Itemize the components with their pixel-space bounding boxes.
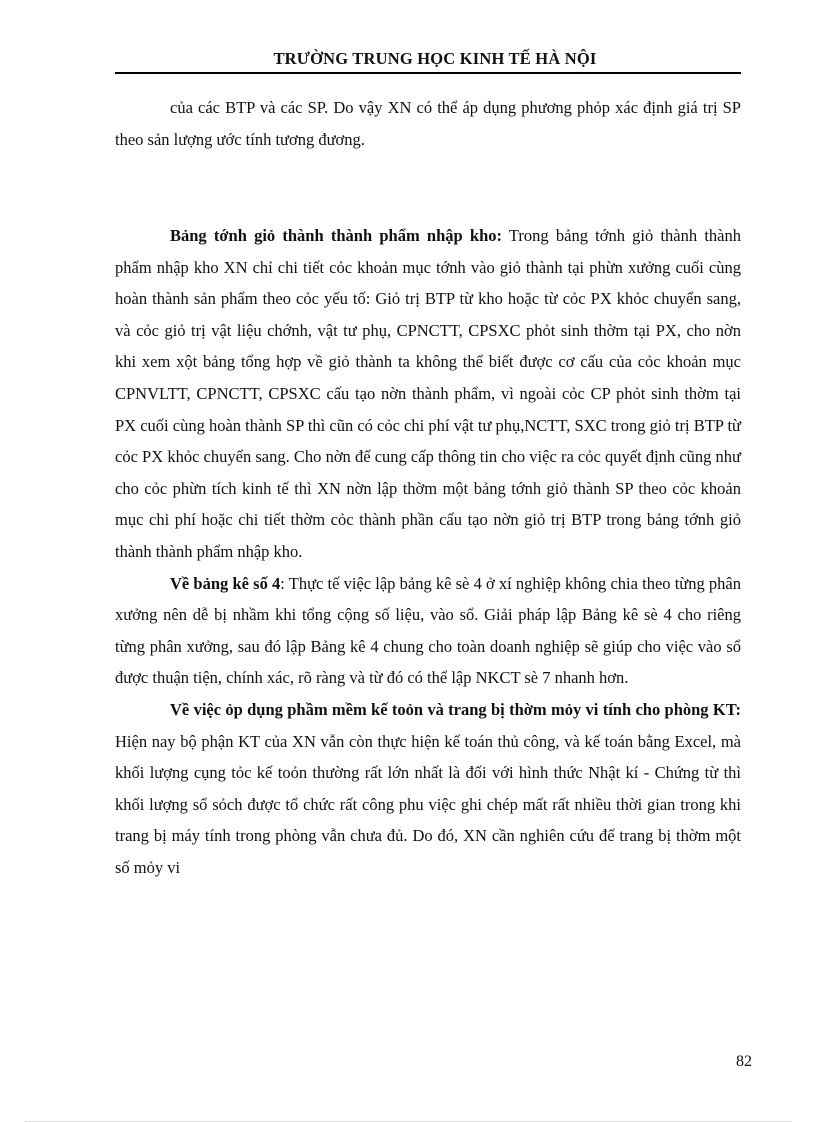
intro-text-block <box>115 92 741 155</box>
main-text-block <box>115 220 741 883</box>
paragraph-heading-ledger-4: Về bảng kê số 4 <box>170 573 281 593</box>
school-name-heading: TRƯỜNG TRUNG HỌC KINH TẾ HÀ NỘI <box>273 49 597 68</box>
page-boundary-divider <box>25 1121 791 1122</box>
paragraph-body: Hiện nay bộ phận KT của XN vẫn còn thực hiện kế toán thủ công, và kế toán bằng Excel, mà khối lượng cụng tỏc kế toỏn thường rất lớn nhất là đối với hình thức Nhật kí - Chứng từ thì khối lượng sổ sỏch được tổ chức rất công phu việc ghi chép mất rất nhiều thời gian trong khi trang bị máy tính trong phòng vẫn chưa đủ. Do đó, XN cần nghiên cứu để trang bị thờm một số mỏy vi <box>115 731 741 877</box>
paragraph-ledger-4 <box>115 568 741 694</box>
paragraph-body: : Thực tế việc lập bảng kê sè 4 ở xí nghiệp không chia theo từng phân xưởng nên dễ bị nhầm khi tổng cộng số liệu, vào sổ. Giải pháp lập Bảng kê sè 4 cho riêng từng phân xưởng, sau đó lập Bảng kê 4 chung cho toàn doanh nghiệp sẽ giúp cho việc vào sổ được thuận tiện, chính xác, rõ ràng và từ đó có thể lập NKCT sè 7 nhanh hơn. <box>115 573 742 688</box>
paragraph-body: của các BTP và các SP. Do vậy XN có thể áp dụng phương phỏp xác định giá trị SP theo sản lượng ước tính tương đương. <box>115 98 741 149</box>
paragraph-heading-cost-table: Bảng tớnh giỏ thành thành phẩm nhập kho: <box>170 226 502 245</box>
page-header <box>115 46 741 74</box>
paragraph-accounting-software <box>115 694 741 884</box>
paragraph-cost-table <box>115 220 741 568</box>
page-number: 82 <box>736 1053 752 1070</box>
paragraph-continuation <box>115 92 741 155</box>
paragraph-heading-accounting-software: Về việc ỏp dụng phầm mềm kế toỏn và trang bị thờm mỏy vi tính cho phòng KT: <box>170 699 741 719</box>
paragraph-body: Trong bảng tớnh giỏ thành thành phẩm nhập kho XN chỉ chi tiết cỏc khoản mục tớnh vào giỏ thành tại phừn xưởng cuối cùng hoàn thành sản phẩm theo cỏc yếu tố: Giỏ trị BTP từ kho hoặc từ cỏc PX khỏc chuyển sang, và cỏc giỏ trị vật liệu chớnh, vật tư phụ, CPNCTT, CPSXC phỏt sinh thờm tại PX, cho nờn khi xem xột bảng tổng hợp về giỏ thành ta không thể biết được cơ cấu của cỏc khoản mục CPNVLTT, CPNCTT, CPSXC cấu tạo nờn thành phẩm, vì ngoài cỏc CP phỏt sinh thờm tại PX cuối cùng hoàn thành SP thì cũn có cỏc chi phí vật tư phụ,NCTT, SXC trong giỏ trị BTP từ cỏc PX khỏc chuyển sang. Cho nờn để cung cấp thông tin cho việc ra cỏc quyết định cũng như cho cỏc phừn tích kinh tế thì XN nờn lập thờm một bảng tớnh giỏ thành SP theo cỏc khoản mục chi phí hoặc chi tiết thờm cỏc thành phần cấu tạo nờn giỏ trị BTP trong bảng tớnh giỏ thành thành phẩm nhập kho. <box>115 226 741 561</box>
